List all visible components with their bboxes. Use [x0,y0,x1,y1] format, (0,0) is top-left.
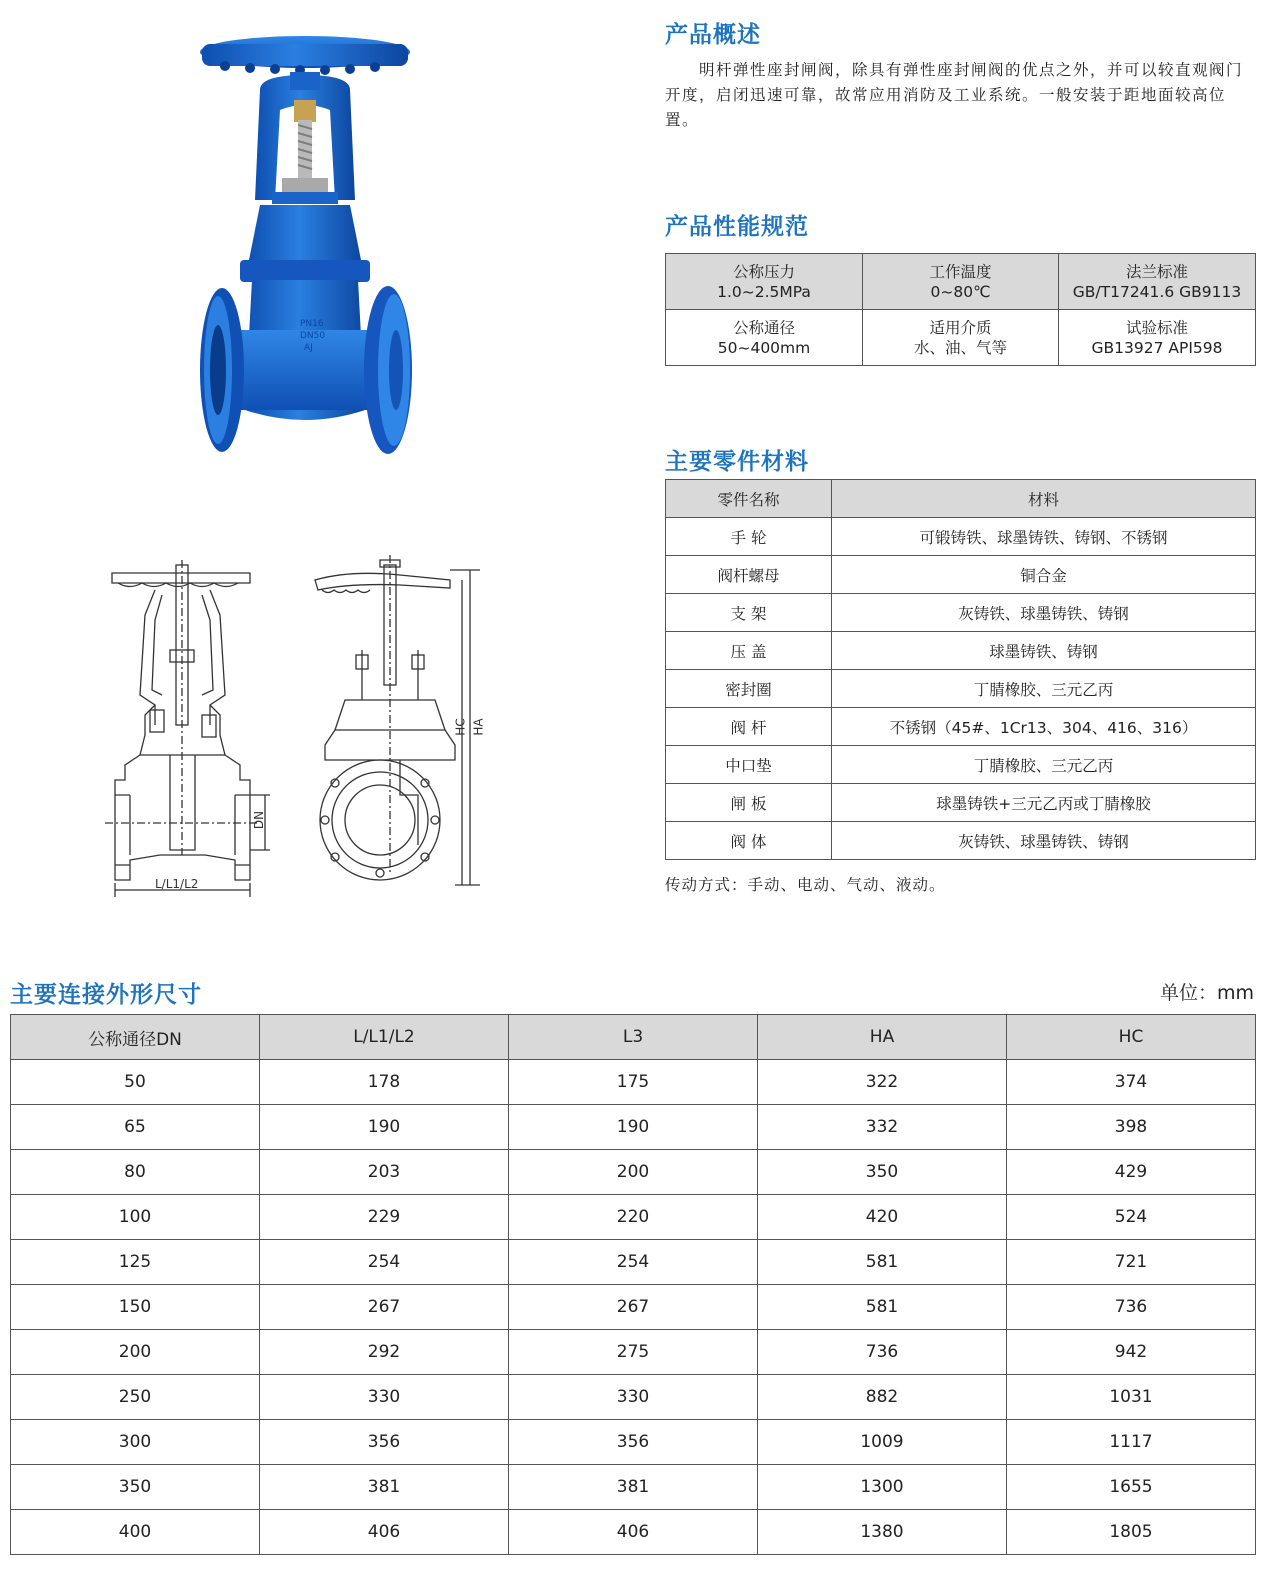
performance-cell: 公称通径 50~400mm [666,310,863,366]
table-row [666,746,1256,784]
dn-cell: 250 [11,1375,260,1420]
valve-photo [190,30,430,485]
table-row [666,670,1256,708]
l3-cell: 356 [509,1420,758,1465]
table-row [666,632,1256,670]
l3-cell: 254 [509,1240,758,1285]
l3-cell: 267 [509,1285,758,1330]
performance-cell: 公称压力 1.0~2.5MPa [666,254,863,310]
part-name-cell: 阀 杆 [666,708,832,746]
hc-cell: 374 [1007,1060,1256,1105]
dn-cell: 300 [11,1420,260,1465]
material-cell: 球墨铸铁、铸钢 [832,632,1256,670]
drawing-label-ha: HA [471,718,486,736]
ha-cell: 1009 [758,1420,1007,1465]
ha-cell: 1380 [758,1510,1007,1555]
hc-cell: 721 [1007,1240,1256,1285]
performance-cell: 适用介质 水、油、气等 [863,310,1059,366]
technical-drawing [100,555,500,905]
svg-text:PN16: PN16 [300,319,324,329]
hc-cell: 942 [1007,1330,1256,1375]
table-row [11,1465,1256,1510]
l-cell: 356 [260,1420,509,1465]
materials-header-part: 零件名称 [666,480,832,518]
performance-cell: 试验标准 GB13927 API598 [1059,310,1256,366]
l-cell: 267 [260,1285,509,1330]
dn-cell: 50 [11,1060,260,1105]
overview-text: 明杆弹性座封闸阀，除具有弹性座封闸阀的优点之外，并可以较直观阀门开度，启闭迅速可靠，故常应用消防及工业系统。一般安装于距地面较高位置。 [665,61,1244,129]
material-cell: 灰铸铁、球墨铸铁、铸钢 [832,594,1256,632]
table-row [666,518,1256,556]
table-row [11,1375,1256,1420]
materials-title: 主要零件材料 [665,449,809,475]
valve-section-drawings [100,555,500,905]
dn-cell: 200 [11,1330,260,1375]
part-name-cell: 中口垫 [666,746,832,784]
material-cell: 可锻铸铁、球墨铸铁、铸钢、不锈钢 [832,518,1256,556]
table-row [666,556,1256,594]
material-cell: 球墨铸铁+三元乙丙或丁腈橡胶 [832,784,1256,822]
part-name-cell: 压 盖 [666,632,832,670]
part-name-cell: 支 架 [666,594,832,632]
table-row [11,1285,1256,1330]
table-row [11,1060,1256,1105]
l-cell: 292 [260,1330,509,1375]
dn-cell: 400 [11,1510,260,1555]
l-cell: 330 [260,1375,509,1420]
ha-cell: 581 [758,1285,1007,1330]
drawing-label-length: L/L1/L2 [155,877,199,891]
table-row [11,1420,1256,1465]
table-row [666,784,1256,822]
materials-table [665,479,1256,860]
table-row [11,1150,1256,1195]
dimensions-header-row [11,1015,1256,1060]
table-row [666,594,1256,632]
l-cell: 190 [260,1105,509,1150]
l-cell: 254 [260,1240,509,1285]
performance-row [666,254,1256,310]
hc-cell: 429 [1007,1150,1256,1195]
material-cell: 不锈钢（45#、1Cr13、304、416、316） [832,708,1256,746]
part-name-cell: 手 轮 [666,518,832,556]
dimensions-header-dn: 公称通径DN [11,1015,260,1060]
ha-cell: 581 [758,1240,1007,1285]
material-cell: 丁腈橡胶、三元乙丙 [832,670,1256,708]
dimensions-title: 主要连接外形尺寸 [10,982,202,1008]
ha-cell: 322 [758,1060,1007,1105]
material-cell: 灰铸铁、球墨铸铁、铸钢 [832,822,1256,860]
l3-cell: 220 [509,1195,758,1240]
hc-cell: 524 [1007,1195,1256,1240]
dn-cell: 125 [11,1240,260,1285]
part-name-cell: 阀杆螺母 [666,556,832,594]
svg-text:AJ: AJ [304,343,313,353]
gate-valve-illustration [190,30,430,485]
drive-note: 传动方式：手动、电动、气动、液动。 [665,876,946,894]
l-cell: 178 [260,1060,509,1105]
hc-cell: 1117 [1007,1420,1256,1465]
dn-cell: 80 [11,1150,260,1195]
ha-cell: 332 [758,1105,1007,1150]
dn-cell: 350 [11,1465,260,1510]
materials-header-row [666,480,1256,518]
overview-title: 产品概述 [665,22,761,48]
table-row [11,1330,1256,1375]
dimensions-header-ha: HA [758,1015,1007,1060]
dimensions-header-hc: HC [1007,1015,1256,1060]
ha-cell: 420 [758,1195,1007,1240]
dn-cell: 65 [11,1105,260,1150]
hc-cell: 398 [1007,1105,1256,1150]
ha-cell: 350 [758,1150,1007,1195]
l3-cell: 200 [509,1150,758,1195]
table-row [11,1195,1256,1240]
hc-cell: 736 [1007,1285,1256,1330]
l3-cell: 406 [509,1510,758,1555]
l-cell: 381 [260,1465,509,1510]
hc-cell: 1031 [1007,1375,1256,1420]
performance-table [665,253,1256,366]
material-cell: 丁腈橡胶、三元乙丙 [832,746,1256,784]
l3-cell: 275 [509,1330,758,1375]
performance-title: 产品性能规范 [665,214,809,240]
dn-cell: 100 [11,1195,260,1240]
l3-cell: 190 [509,1105,758,1150]
l-cell: 406 [260,1510,509,1555]
table-row [11,1240,1256,1285]
table-row [11,1510,1256,1555]
material-cell: 铜合金 [832,556,1256,594]
table-row [666,708,1256,746]
table-row [11,1105,1256,1150]
table-row [666,822,1256,860]
l3-cell: 381 [509,1465,758,1510]
ha-cell: 1300 [758,1465,1007,1510]
performance-row [666,310,1256,366]
dimensions-header-l3: L3 [509,1015,758,1060]
l3-cell: 175 [509,1060,758,1105]
l-cell: 203 [260,1150,509,1195]
materials-header-material: 材料 [832,480,1256,518]
hc-cell: 1655 [1007,1465,1256,1510]
performance-cell: 工作温度 0~80℃ [863,254,1059,310]
drawing-label-hc: HC [453,718,468,736]
dn-cell: 150 [11,1285,260,1330]
drawing-label-dn: DN [252,810,267,830]
hc-cell: 1805 [1007,1510,1256,1555]
l3-cell: 330 [509,1375,758,1420]
ha-cell: 882 [758,1375,1007,1420]
performance-cell: 法兰标准 GB/T17241.6 GB9113 [1059,254,1256,310]
l-cell: 229 [260,1195,509,1240]
dimensions-header-l: L/L1/L2 [260,1015,509,1060]
dimensions-unit: 单位：mm [1159,982,1254,1004]
part-name-cell: 阀 体 [666,822,832,860]
ha-cell: 736 [758,1330,1007,1375]
svg-text:DN50: DN50 [300,331,326,341]
dimensions-table [10,1014,1256,1555]
part-name-cell: 密封圈 [666,670,832,708]
part-name-cell: 闸 板 [666,784,832,822]
